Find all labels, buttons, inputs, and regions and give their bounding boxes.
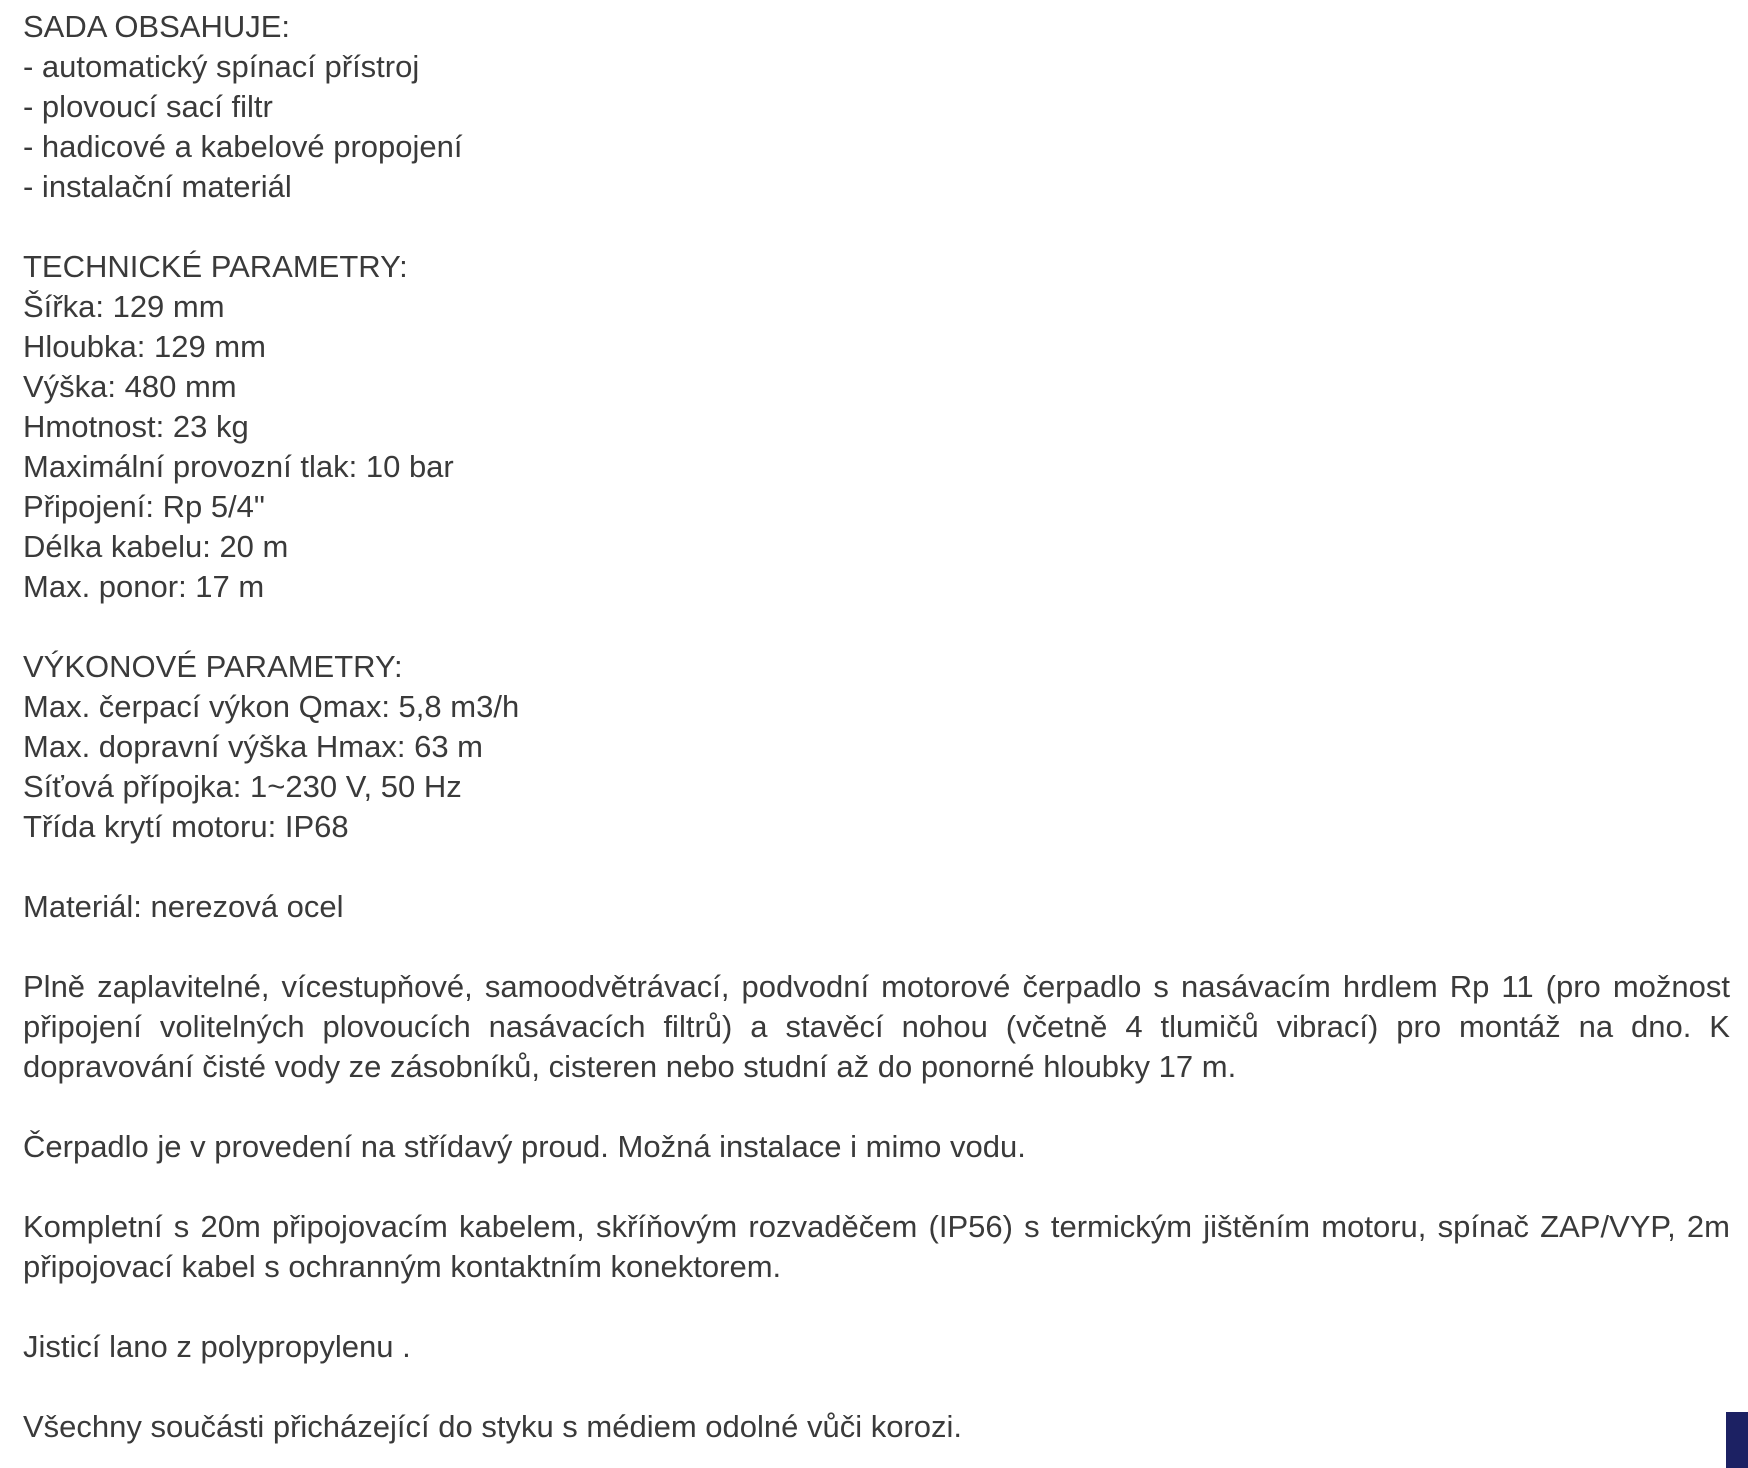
- parameter-max-head: Max. dopravní výška Hmax: 63 m: [23, 729, 483, 764]
- parameter-connection: Připojení: Rp 5/4": [23, 489, 265, 524]
- parameter-cable-length: Délka kabelu: 20 m: [23, 529, 289, 564]
- spacer: [23, 607, 1730, 647]
- spacer: [23, 1287, 1730, 1327]
- parameter-height: Výška: 480 mm: [23, 369, 237, 404]
- kit-item: - hadicové a kabelové propojení: [23, 129, 463, 164]
- spacer: [23, 1367, 1730, 1407]
- parameter-max-flow: Max. čerpací výkon Qmax: 5,8 m3/h: [23, 689, 520, 724]
- kit-item: - automatický spínací přístroj: [23, 49, 420, 84]
- product-description: [23, 7, 1730, 1447]
- kit-contents-section: [23, 7, 1730, 207]
- safety-rope-paragraph: Jisticí lano z polypropylenu .: [23, 1329, 411, 1364]
- parameter-protection-class: Třída krytí motoru: IP68: [23, 809, 349, 844]
- spacer: [23, 207, 1730, 247]
- spacer: [23, 1087, 1730, 1127]
- performance-parameters-heading: VÝKONOVÉ PARAMETRY:: [23, 649, 403, 684]
- parameter-max-depth: Max. ponor: 17 m: [23, 569, 265, 604]
- kit-item: - instalační materiál: [23, 169, 292, 204]
- completeness-paragraph: Kompletní s 20m připojovacím kabelem, skříňovým rozvaděčem (IP56) s termickým jištěním motoru, spínač ZAP/VYP, 2m připojovací kabel s ochranným kontaktním konektorem.: [23, 1209, 1730, 1284]
- parameter-width: Šířka: 129 mm: [23, 289, 225, 324]
- parameter-max-pressure: Maximální provozní tlak: 10 bar: [23, 449, 454, 484]
- kit-contents-heading: SADA OBSAHUJE:: [23, 9, 291, 44]
- spacer: [23, 1167, 1730, 1207]
- performance-parameters-section: [23, 647, 1730, 847]
- description-paragraph: Plně zaplavitelné, vícestupňové, samoodvětrávací, podvodní motorové čerpadlo s nasávacím hrdlem Rp 11 (pro možnost připojení volitelných plovoucích nasávacích filtrů) a stavěcí nohou (včetně 4 tlumičů vibrací) pro montáž na dno. K dopravování čisté vody ze zásobníků, cisteren nebo studní až do ponorné hloubky 17 m.: [23, 969, 1730, 1084]
- spacer: [23, 927, 1730, 967]
- material-line: Materiál: nerezová ocel: [23, 889, 344, 924]
- parameter-power-supply: Síťová přípojka: 1~230 V, 50 Hz: [23, 769, 462, 804]
- current-type-paragraph: Čerpadlo je v provedení na střídavý proud. Možná instalace i mimo vodu.: [23, 1129, 1026, 1164]
- parameter-depth: Hloubka: 129 mm: [23, 329, 266, 364]
- corrosion-paragraph: Všechny součásti přicházející do styku s médiem odolné vůči korozi.: [23, 1409, 963, 1444]
- parameter-weight: Hmotnost: 23 kg: [23, 409, 249, 444]
- scroll-to-top-button[interactable]: [1726, 1412, 1748, 1468]
- kit-item: - plovoucí sací filtr: [23, 89, 273, 124]
- technical-parameters-section: [23, 247, 1730, 607]
- spacer: [23, 847, 1730, 887]
- technical-parameters-heading: TECHNICKÉ PARAMETRY:: [23, 249, 408, 284]
